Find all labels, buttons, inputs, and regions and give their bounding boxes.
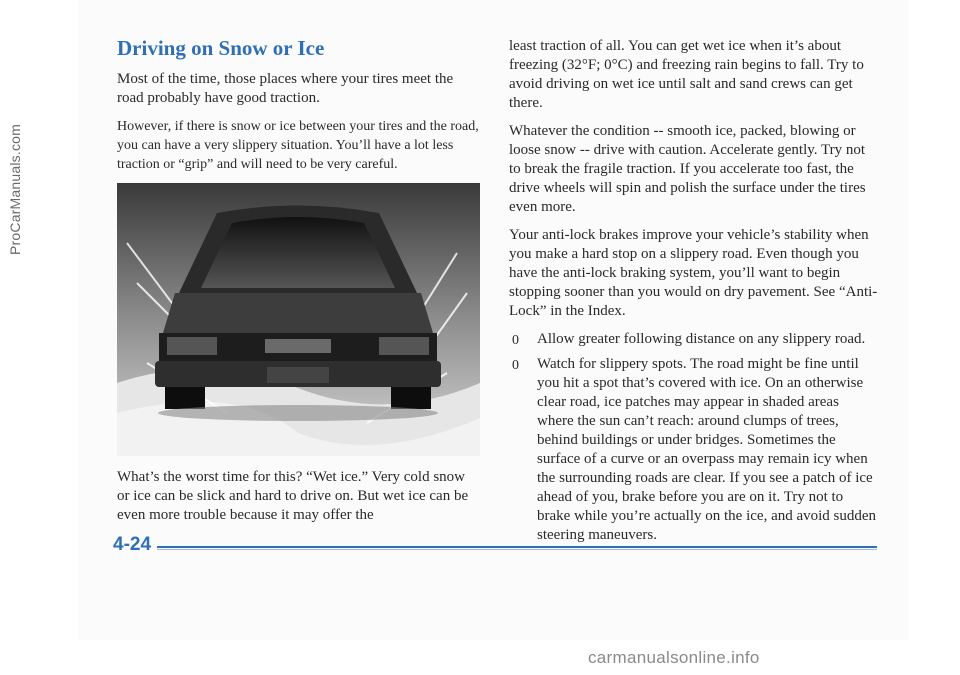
left-column — [117, 36, 480, 183]
paragraph-slippery: However, if there is snow or ice between your tires and the road, you can have a very slippery situation. You’ll have a lot less traction or “grip” and will need to be very careful. — [117, 119, 479, 172]
paragraph-intro: Most of the time, those places where your tires meet the road probably have good traction. — [117, 71, 454, 106]
footer-rule-secondary — [117, 549, 877, 550]
list-item-text: Watch for slippery spots. The road might be fine until you hit a spot that’s covered with ice. On an otherwise clear road, ice patches may appear in shaded areas where the sun can’t reach: around clumps of trees, behind buildings or under bridges. Sometimes the surface of a curve or an overpass may remain icy when the surrounding roads are clear. If you see a patch of ice ahead of you, brake before you are on it. Try not to brake while you’re actually on the ice, and avoid sudden steering maneuvers. — [537, 356, 877, 543]
tips-list — [509, 330, 879, 545]
list-item — [509, 355, 879, 545]
sidebar-watermark: ProCarManuals.com — [7, 124, 23, 255]
list-item — [509, 330, 879, 349]
page-number: 4-24 — [113, 534, 157, 556]
right-column — [509, 37, 879, 551]
paragraph-anti-lock: Your anti-lock brakes improve your vehicle’s stability when you make a hard stop on a slippery road. Even though you have the anti-lock braking system, you’ll want to begin stopping sooner than you would on dry pavement. See “Anti-Lock” in the Index. — [509, 227, 878, 319]
illustration-caption-text: What’s the worst time for this? “Wet ice.” Very cold snow or ice can be slick and hard to drive on. But wet ice can be even more trouble because it may offer the — [117, 469, 469, 523]
car-on-ice-illustration — [117, 183, 480, 456]
paragraph-caution: Whatever the condition -- smooth ice, packed, blowing or loose snow -- drive with caution. Accelerate gently. Try not to break the fragile traction. If you accelerate too fast, the drive wheels will spin and polish the surface under the tires even more. — [509, 123, 866, 215]
footer-watermark: carmanualsonline.info — [588, 648, 760, 667]
list-item-text: Allow greater following distance on any slippery road. — [537, 331, 866, 347]
bullet-marker: 0 — [512, 358, 519, 373]
footer-rule — [117, 546, 877, 548]
bullet-marker: 0 — [512, 333, 519, 348]
section-heading: Driving on Snow or Ice — [117, 36, 325, 60]
paragraph-wet-ice: least traction of all. You can get wet ice when it’s about freezing (32°F; 0°C) and freezing rain begins to fall. Try to avoid driving on wet ice until salt and sand crews can get there. — [509, 38, 864, 111]
